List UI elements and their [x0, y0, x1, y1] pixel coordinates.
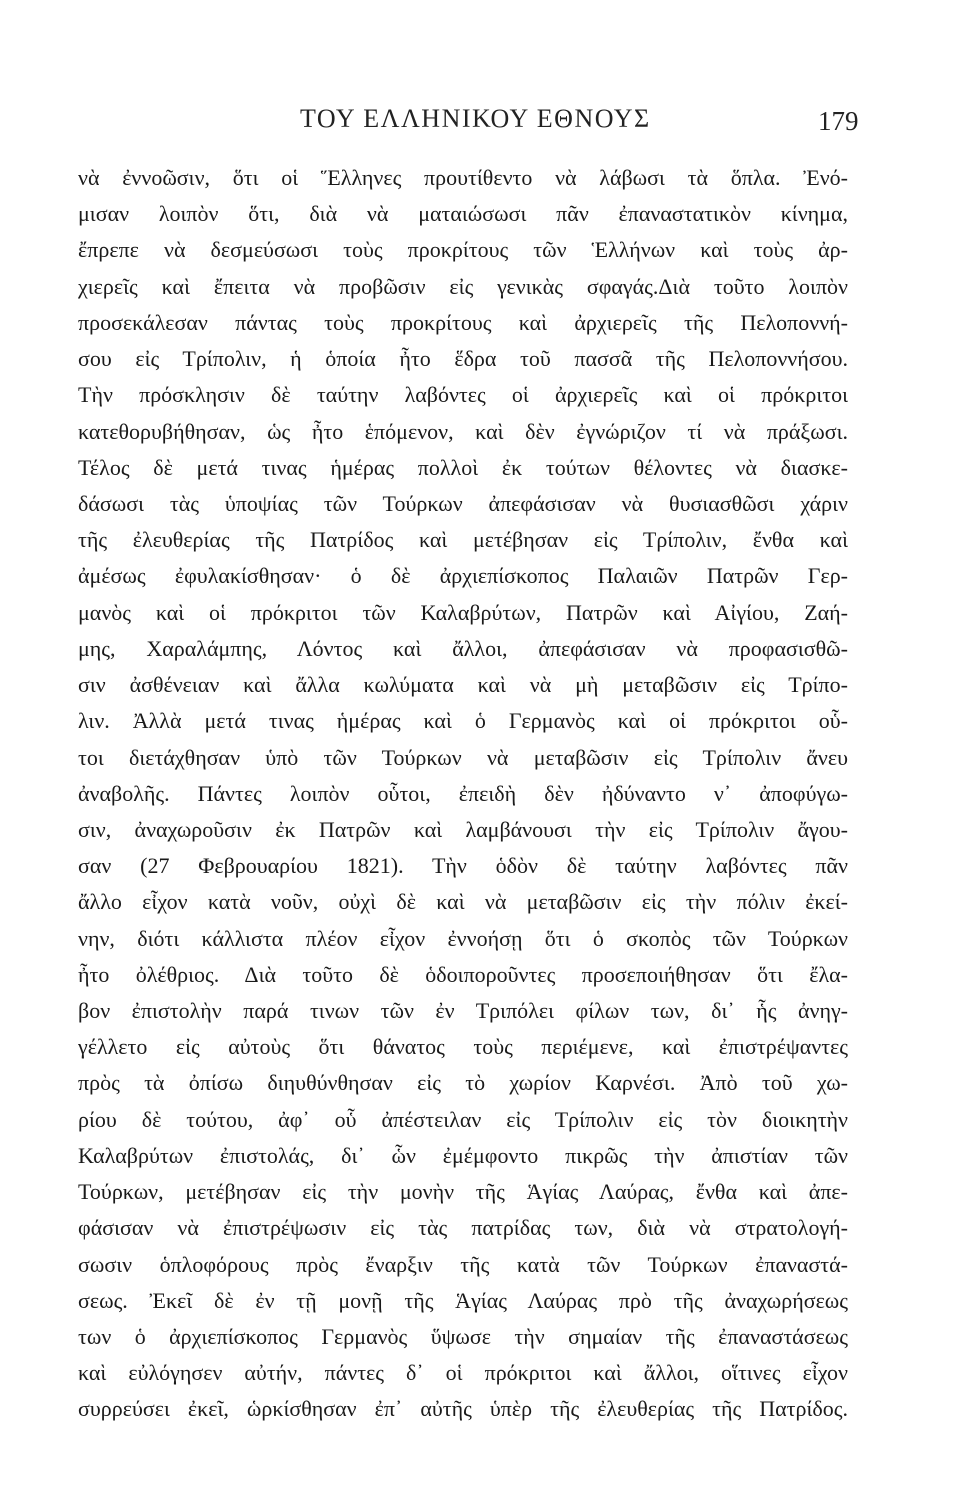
text-line: σιν ἀσθένειαν καὶ ἄλλα κωλύματα καὶ νὰ μὴ μεταβῶσιν εἰς Τρίπο- [78, 672, 848, 698]
text-line: ἔπρεπε νὰ δεσμεύσωσι τοὺς προκρίτους τῶν Ἑλλήνων καὶ τοὺς ἀρ- [78, 237, 848, 263]
text-line: ἦτο ὀλέθριος. Διὰ τοῦτο δὲ ὁδοιποροῦντες προσεποιήθησαν ὅτι ἔλα- [78, 961, 848, 987]
text-line: σου εἰς Τρίπολιν, ἡ ὁποία ἦτο ἕδρα τοῦ πασσᾶ τῆς Πελοποννήσου. [78, 346, 848, 372]
text-line: Τέλος δὲ μετά τινας ἡμέρας πολλοὶ ἐκ τούτων θέλοντες νὰ διασκε- [78, 454, 848, 480]
text-line: Τὴν πρόσκλησιν δὲ ταύτην λαβόντες οἱ ἀρχιερεῖς καὶ οἱ πρόκριτοι [78, 382, 848, 408]
running-title: ΤΟΥ ΕΛΛΗΝΙΚΟΥ ΕΘΝΟΥΣ [300, 104, 651, 133]
text-line: μης, Χαραλάμπης, Λόντος καὶ ἄλλοι, ἀπεφάσισαν νὰ προφασισθῶ- [78, 635, 848, 661]
text-line: σιν, ἀναχωροῦσιν ἐκ Πατρῶν καὶ λαμβάνουσι τὴν εἰς Τρίπολιν ἄγου- [78, 816, 848, 842]
text-line: σεως. Ἐκεῖ δὲ ἐν τῇ μονῇ τῆς Ἁγίας Λαύρας πρὸ τῆς ἀναχωρήσεως [78, 1287, 848, 1313]
text-line: ρίου δὲ τούτου, ἀφ᾽ οὗ ἀπέστειλαν εἰς Τρίπολιν εἰς τὸν διοικητὴν [78, 1106, 848, 1132]
text-line: γέλλετο εἰς αὐτοὺς ὅτι θάνατος τοὺς περιέμενε, καὶ ἐπιστρέψαντες [78, 1034, 848, 1060]
text-line: νην, διότι κάλλιστα πλέον εἶχον ἐννοήσῃ ὅτι ὁ σκοπὸς τῶν Τούρκων [78, 925, 848, 951]
text-line: ἀναβολῆς. Πάντες λοιπὸν οὗτοι, ἐπειδὴ δὲν ἠδύναντο ν᾽ ἀποφύγω- [78, 780, 848, 806]
text-line: πρὸς τὰ ὀπίσω διηυθύνθησαν εἰς τὸ χωρίον Καρνέσι. Ἀπὸ τοῦ χω- [78, 1070, 848, 1096]
text-line: δάσωσι τὰς ὑποψίας τῶν Τούρκων ἀπεφάσισαν νὰ θυσιασθῶσι χάριν [78, 490, 848, 516]
text-line: φάσισαν νὰ ἐπιστρέψωσιν εἰς τὰς πατρίδας των, διὰ νὰ στρατολογή- [78, 1215, 848, 1241]
text-line: προσεκάλεσαν πάντας τοὺς προκρίτους καὶ ἀρχιερεῖς τῆς Πελοποννή- [78, 309, 848, 335]
text-line: ἀμέσως ἐφυλακίσθησαν· ὁ δὲ ἀρχιεπίσκοπος Παλαιῶν Πατρῶν Γερ- [78, 563, 848, 589]
text-line: κατεθορυβήθησαν, ὡς ἦτο ἑπόμενον, καὶ δὲν ἐγνώριζον τί νὰ πράξωσι. [78, 418, 848, 444]
text-line: μισαν λοιπὸν ὅτι, διὰ νὰ ματαιώσωσι πᾶν ἐπαναστατικὸν κίνημα, [78, 201, 848, 227]
text-line: χιερεῖς καὶ ἔπειτα νὰ προβῶσιν εἰς γενικὰς σφαγάς.Διὰ τοῦτο λοιπὸν [78, 273, 848, 299]
text-line: τῆς ἐλευθερίας τῆς Πατρίδος καὶ μετέβησαν εἰς Τρίπολιν, ἔνθα καὶ [78, 527, 848, 553]
text-line: ἄλλο εἶχον κατὰ νοῦν, οὐχὶ δὲ καὶ νὰ μεταβῶσιν εἰς τὴν πόλιν ἐκεί- [78, 889, 848, 915]
text-line: Καλαβρύτων ἐπιστολάς, δι᾽ ὧν ἐμέμφοντο πικρῶς τὴν ἀπιστίαν τῶν [78, 1142, 848, 1168]
page-number: 179 [818, 106, 859, 136]
text-line: τοι διετάχθησαν ὑπὸ τῶν Τούρκων νὰ μεταβῶσιν εἰς Τρίπολιν ἄνευ [78, 744, 848, 770]
running-head [0, 104, 963, 144]
text-line: συρρεύσει ἐκεῖ, ὡρκίσθησαν ἐπ᾽ αὐτῆς ὑπὲρ τῆς ἐλευθερίας τῆς Πατρίδος. [78, 1396, 848, 1422]
text-line: βον ἐπιστολὴν παρά τινων τῶν ἐν Τριπόλει φίλων των, δι᾽ ἧς ἀνηγ- [78, 998, 848, 1024]
text-line: μανὸς καὶ οἱ πρόκριτοι τῶν Καλαβρύτων, Πατρῶν καὶ Αἰγίου, Ζαή- [78, 599, 848, 625]
text-line: Τούρκων, μετέβησαν εἰς τὴν μονὴν τῆς Ἁγίας Λαύρας, ἔνθα καὶ ἀπε- [78, 1179, 848, 1205]
text-line: σαν (27 Φεβρουαρίου 1821). Τὴν ὁδὸν δὲ ταύτην λαβόντες πᾶν [78, 853, 848, 879]
text-line: νὰ ἐννοῶσιν, ὅτι οἱ Ἕλληνες προυτίθεντο νὰ λάβωσι τὰ ὅπλα. Ἐνό- [78, 165, 848, 190]
text-line: καὶ εὐλόγησεν αὐτήν, πάντες δ᾽ οἱ πρόκριτοι καὶ ἄλλοι, οἵτινες εἶχον [78, 1360, 848, 1386]
body-text [78, 160, 848, 1428]
text-line: σωσιν ὁπλοφόρους πρὸς ἔναρξιν τῆς κατὰ τῶν Τούρκων ἐπαναστά- [78, 1251, 848, 1277]
text-line: λιν. Ἀλλὰ μετά τινας ἡμέρας καὶ ὁ Γερμανὸς καὶ οἱ πρόκριτοι οὗ- [78, 708, 848, 734]
text-line: των ὁ ἀρχιεπίσκοπος Γερμανὸς ὕψωσε τὴν σημαίαν τῆς ἐπαναστάσεως [78, 1324, 848, 1349]
